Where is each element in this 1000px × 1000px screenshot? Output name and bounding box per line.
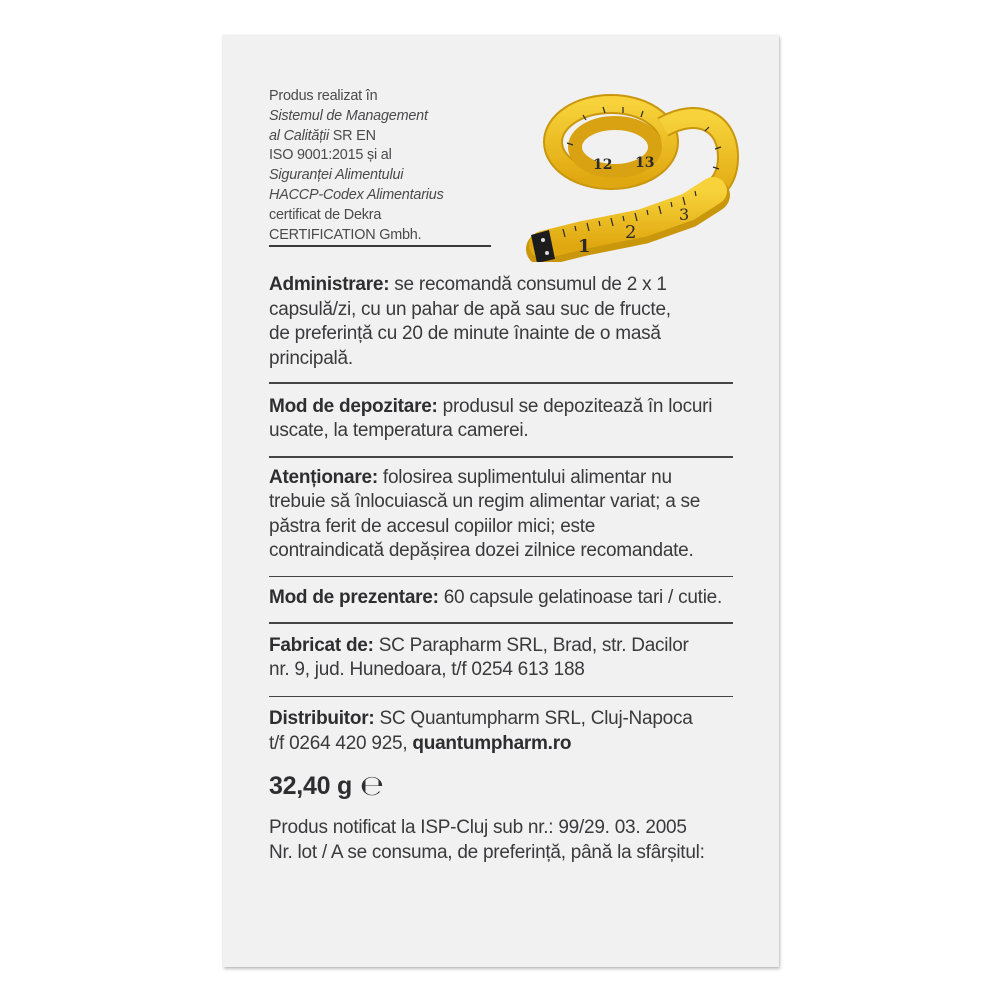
estimated-sign-icon: ℮ <box>360 769 384 803</box>
tape-number: 12 <box>593 157 613 173</box>
lot-text: Nr. lot / A se consuma, de preferință, până la sfârșitul: <box>269 842 705 863</box>
fabricat-text: nr. 9, jud. Hunedoara, t/f 0254 613 188 <box>269 659 585 681</box>
depozitare-label: Mod de depozitare: <box>269 395 438 417</box>
distribuitor-section <box>269 707 739 756</box>
cert-line: Siguranței Alimentului <box>269 167 404 184</box>
notification-text: Produs notificat la ISP-Cluj sub nr.: 99/29. 03. 2005 <box>269 817 687 839</box>
prezentare-text: 60 capsule gelatinoase tari / cutie. <box>438 587 723 609</box>
certification-divider <box>269 245 491 247</box>
distribuitor-label: Distribuitor: <box>269 708 375 730</box>
cert-line <box>269 127 489 147</box>
administrare-text: capsulă/zi, cu un pahar de apă sau suc de fructe, <box>269 298 671 320</box>
cert-line: Produs realizat în <box>269 88 378 104</box>
section-divider <box>269 382 733 384</box>
cert-line: CERTIFICATION Gmbh. <box>269 226 422 243</box>
atentionare-label: Atenționare: <box>269 466 378 488</box>
tape-number: 1 <box>578 236 591 257</box>
tape-number: 2 <box>625 222 637 243</box>
label-content <box>269 273 739 866</box>
cert-line: HACCP-Codex Alimentarius <box>269 186 444 203</box>
administrare-text: principală. <box>269 347 353 369</box>
cert-line: certificat de Dekra <box>269 206 382 223</box>
tape-number: 3 <box>679 205 690 224</box>
distribuitor-phone: t/f 0264 420 925, <box>269 732 413 754</box>
administrare-section <box>269 273 739 371</box>
atentionare-section <box>269 466 739 564</box>
atentionare-text: contraindicată depășirea dozei zilnice recomandate. <box>269 540 694 562</box>
distribuitor-text: SC Quantumpharm SRL, Cluj-Napoca <box>374 708 693 730</box>
depozitare-text: produsul se depozitează în locuri <box>437 395 713 417</box>
administrare-label: Administrare: <box>269 274 390 295</box>
notification-notes <box>269 816 739 865</box>
net-weight <box>269 769 739 803</box>
atentionare-text: folosirea suplimentului alimentar nu <box>377 466 672 488</box>
fabricat-section <box>269 634 739 683</box>
measuring-tape-icon <box>523 87 748 262</box>
section-divider <box>269 622 733 624</box>
prezentare-label: Mod de prezentare: <box>269 587 439 609</box>
depozitare-section <box>269 395 739 444</box>
section-divider <box>269 696 733 698</box>
distribuitor-website: quantumpharm.ro <box>412 732 572 754</box>
section-divider <box>269 576 733 578</box>
cert-line: Sistemul de Management <box>269 107 428 124</box>
product-label-card <box>223 35 779 967</box>
cert-line-regular: SR EN <box>328 127 376 144</box>
certification-text <box>269 87 489 245</box>
atentionare-text: trebuie să înlocuiască un regim alimentar variat; a se <box>269 491 701 513</box>
administrare-text: se recomandă consumul de 2 x 1 <box>389 274 667 295</box>
tape-number: 13 <box>635 155 655 171</box>
cert-line-italic: al Calității <box>269 127 329 144</box>
depozitare-text: uscate, la temperatura camerei. <box>269 420 529 442</box>
section-divider <box>269 456 733 458</box>
fabricat-label: Fabricat de: <box>269 634 374 656</box>
atentionare-text: păstra ferit de accesul copiilor mici; este <box>269 515 596 537</box>
net-weight-value: 32,40 g <box>269 772 353 801</box>
fabricat-text: SC Parapharm SRL, Brad, str. Dacilor <box>373 634 689 656</box>
prezentare-section <box>269 586 739 611</box>
cert-line: ISO 9001:2015 și al <box>269 147 392 164</box>
administrare-text: de preferință cu 20 de minute înainte de o masă <box>269 323 661 345</box>
